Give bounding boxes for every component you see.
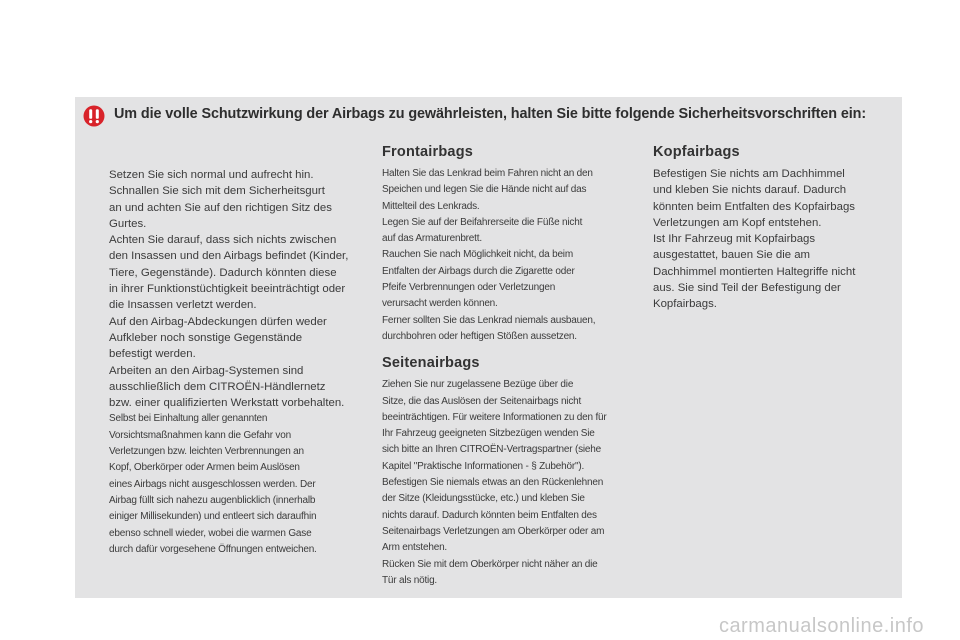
front-airbags-heading: Frontairbags	[382, 144, 474, 160]
column-head	[653, 144, 885, 313]
head-airbags-heading: Kopfairbags	[653, 144, 740, 160]
page-title: Um die volle Schutzwirkung der Airbags zu gewährleisten, halten Sie bitte folgende Sicherheitsvorschriften ein:	[114, 106, 867, 122]
watermark: carmanualsonline.info	[718, 615, 924, 637]
head-airbags-text: Befestigen Sie nichts am Dachhimmel und kleben Sie nichts darauf. Dadurch könnten beim Entfalten des Kopfairbags Verletzungen am Kopf entstehen. Ist Ihr Fahrzeug mit Kopfairbags ausgestattet, bauen Sie die am Dachhimmel montierten Haltegriffe nicht aus. Sie sind Teil der Befestigung der Kopfairbags.	[653, 168, 856, 311]
column-general	[109, 167, 364, 558]
column-front-side	[382, 144, 634, 589]
header	[83, 104, 903, 128]
front-airbags-text: Halten Sie das Lenkrad beim Fahren nicht an den Speichen und legen Sie die Hände nicht auf das Mittelteil des Lenkrads. Legen Sie auf der Beifahrerseite die Füße nicht auf das Armaturenbrett. Rauchen Sie nach Möglichkeit nicht, da beim Entfalten der Airbags durch die Zigarette oder Pfeife Verbrennungen oder Verletzungen verursacht werden können. Ferner sollten Sie das Lenkrad niemals ausbauen, durchbohren oder heftigen Stößen aussetzen.	[382, 168, 596, 342]
warning-icon	[83, 105, 105, 127]
general-warning-note: Selbst bei Einhaltung aller genannten Vorsichtsmaßnahmen kann die Gefahr von Verletzungen bzw. leichten Verbrennungen an Kopf, Oberkörper oder Armen beim Auslösen eines Airbags nicht ausgeschlossen werden. Der Airbag füllt sich nahezu augenblicklich (innerhalb einiger Millisekunden) und entleert sich daraufhin ebenso schnell wieder, wobei die warmen Gase durch dafür vorgesehene Öffnungen entweichen.	[109, 413, 317, 555]
general-instructions: Setzen Sie sich normal und aufrecht hin. Schnallen Sie sich mit dem Sicherheitsgurt an und achten Sie auf den richtigen Sitz des Gurtes. Achten Sie darauf, dass sich nichts zwischen den Insassen und den Airbags befindet (Kinder, Tiere, Gegenstände). Dadurch könnten diese in ihrer Funktionstüchtigkeit beeinträchtigt oder die Insassen verletzt werden. Auf den Airbag-Abdeckungen dürfen weder Aufkleber noch sonstige Gegenstände befestigt werden. Arbeiten an den Airbag-Systemen sind ausschließlich dem CITROËN-Händlernetz bzw. einer qualifizierten Werkstatt vorbehalten.	[109, 169, 349, 410]
side-airbags-heading: Seitenairbags	[382, 355, 480, 372]
side-airbags-text: Ziehen Sie nur zugelassene Bezüge über die Sitze, die das Auslösen der Seitenairbags nicht beeinträchtigen. Für weitere Informationen zu den für Ihr Fahrzeug geeigneten Sitzbezügen wenden Sie sich bitte an Ihren CITROËN-Vertragspartner (siehe Kapitel "Praktische Informationen - § Zubehör"). Befestigen Sie niemals etwas an den Rückenlehnen der Sitze (Kleidungsstücke, etc.) und kleben Sie nichts darauf. Dadurch könnten beim Entfalten des Seitenairbags Verletzungen am Oberkörper oder am Arm entstehen. Rücken Sie mit dem Oberkörper nicht näher an die Tür als nötig.	[382, 379, 607, 586]
